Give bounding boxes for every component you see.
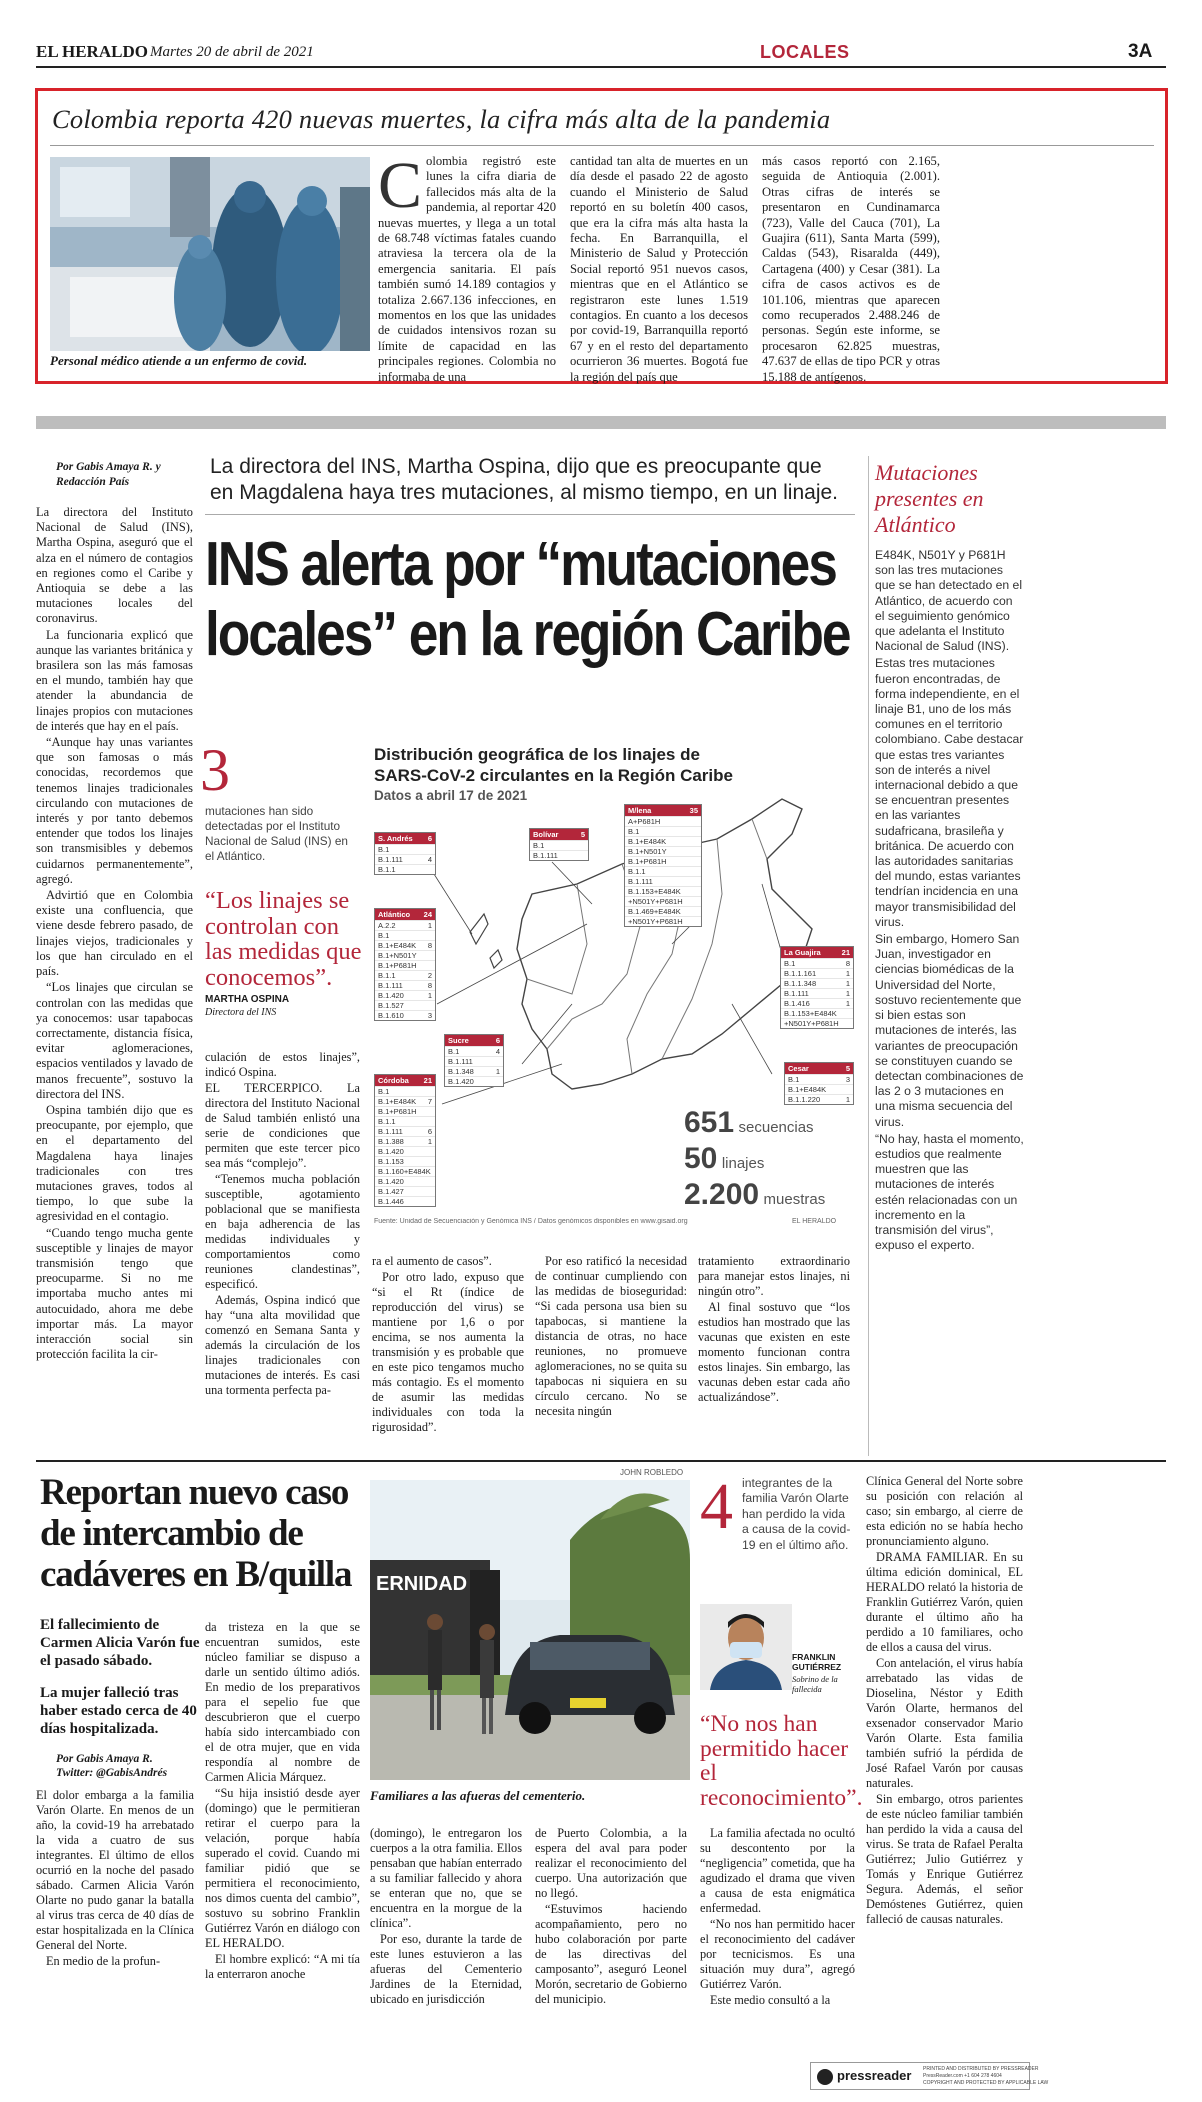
count: 4 (427, 855, 432, 864)
main-headline-text: INS alerta por “mutaciones locales” en la región Caribe (205, 530, 850, 669)
lineage: B.1.420 (378, 1177, 404, 1186)
byline-line1: Por Gabis Amaya R. y (56, 461, 161, 473)
main-bottom-col2 (372, 1254, 524, 1436)
stat-label: linajes (721, 1155, 765, 1172)
stat-value: 651 (684, 1106, 735, 1139)
lineage: B.1+N501Y (378, 951, 417, 960)
main-bottom-col4 (698, 1254, 850, 1406)
masthead-date: Martes 20 de abril de 2021 (150, 44, 314, 60)
dept-total: 24 (423, 910, 432, 919)
lineage: B.1 (784, 959, 796, 968)
lineage: B.1.610 (378, 1011, 404, 1020)
para: Por eso, durante la tarde de este lunes estuvieron a las afueras del Cementerio Jardines de la Eternidad, ubicado en jurisdicción (370, 1932, 522, 2006)
pressreader-logo-icon (817, 2069, 833, 2085)
para: E484K, N501Y y P681H son las tres mutaciones que se han detectado en el Atlántico, de acuerdo con el seguimiento genómico que adelanta el Instituto Nacional de Salud (INS). (875, 548, 1023, 654)
lineage: B.1 (378, 931, 390, 940)
sign-text: ERNIDAD (376, 1573, 468, 1595)
dept-total: 6 (427, 834, 432, 843)
para: Estas tres mutaciones fueron encontradas, de forma independiente, en el linaje B1, uno de los más comunes en el territorio colombiano. Cabe destacar que estas tres variantes son de interés a nivel internacional debido a que se encuentran presentes en las variantes sudafricana, brasileña y británica. De acuerdo con las autoridades sanitarias del mundo, estas variantes tendrían incidencia en una mayor transmisibilidad del virus. (875, 656, 1024, 929)
map-graphic (372, 744, 856, 1232)
bottom-col3 (370, 1826, 522, 2008)
pull-quote: “Los linajes se controlan con las medidas que conocemos”. (205, 887, 362, 991)
sidebar-title: Mutaciones presentes en Atlántico (875, 460, 984, 537)
lineage: B.1 (448, 1047, 460, 1056)
count: 8 (427, 981, 432, 990)
para: Sin embargo, otros parientes de este núcleo familiar también han perdido la vida a causa del virus. Se trata de Rafael Peralta Gutiérrez; Julio Gutiérrez y Tomás y Enrique Gutiérrez Segura. Además, el señor Demóstenes Gutiérrez, quien falleció de causas naturales. (866, 1792, 1023, 1926)
lineage: B.1+P681H (378, 961, 417, 970)
stat-label: secuencias (738, 1119, 814, 1136)
top-story-headline: Colombia reporta 420 nuevas muertes, la cifra más alta de la pandemia (52, 104, 831, 134)
main-mid-column (205, 1050, 360, 1399)
quote-role: Directora del INS (205, 1007, 277, 1018)
dept-box-bolivar (529, 828, 589, 861)
para: EL TERCERPICO. La directora del Instituto Nacional de Salud también enlistó una serie de condiciones que permiten que este tercer pico sea más “complejo”. (205, 1081, 360, 1170)
fine-line: PRINTED AND DISTRIBUTED BY PRESSREADER (923, 2066, 1039, 2072)
stat-text: mutaciones han sido detectadas por el Instituto Nacional de Salud (INS) en el Atlántico. (205, 804, 348, 863)
byline-line1: Por Gabis Amaya R. (56, 1753, 153, 1765)
sidebar-divider (868, 456, 869, 1456)
lineage: +N501Y+P681H (628, 897, 683, 906)
cemetery-photo (370, 1480, 690, 1780)
stat-text-4: integrantes de la familia Varón Olarte han perdido la vida a causa de la covid-19 en el último año. (742, 1476, 851, 1552)
main-bottom-col3 (535, 1254, 687, 1420)
pressreader-footer (810, 2062, 1049, 2090)
lineage: B.1.153+E484K (784, 1009, 837, 1018)
dept-box-cordoba (374, 1074, 436, 1207)
lineage: B.1.153 (378, 1157, 404, 1166)
lineage: B.1.1.348 (784, 979, 817, 988)
para: Por otro lado, expuso que “si el Rt (índice de reproducción del virus) se mantiene por 1,6 o por encima, se nos aumenta la transmisión y es probable que en este pico tengamos mucho más contagio. Es el momento de asumir las medidas individuales con toda la rigurosidad”. (372, 1270, 524, 1434)
count: 1 (495, 1067, 500, 1076)
count: 1 (427, 991, 432, 1000)
bottom-pull-quote: “No nos han permitido hacer el reconocimiento”. (700, 1711, 863, 1811)
count: 1 (845, 979, 850, 988)
lineage: B.1.1 (378, 865, 396, 874)
count: 7 (427, 1097, 432, 1106)
lineage: B.1.469+E484K (628, 907, 681, 916)
lineage: B.1.111 (628, 877, 653, 886)
count: 1 (845, 969, 850, 978)
para: “No hay, hasta el momento, estudios que realmente muestren que las mutaciones de interés estén relacionadas con un incremento en la transmisión del virus”, expuso el experto. (875, 1131, 1024, 1253)
dept-total: 35 (689, 806, 698, 815)
masthead-paper: EL HERALDO (36, 42, 148, 61)
lineage: B.1.1 (378, 1117, 396, 1126)
top-story-col1 (378, 149, 556, 385)
dept-box-magdalena (624, 804, 702, 927)
lineage: A+P681H (628, 817, 661, 826)
lineage: +N501Y+P681H (628, 917, 683, 926)
dept-box-atlantico (374, 908, 436, 1021)
para: “Su hija insistió desde ayer (domingo) que le permitieran retirar el cuerpo para la velación, porque había superado el covid. Cuando mi familiar pidió que se permitiera el reconocimiento, nos dimos cuenta del cambio”, sostuvo su sobrino Franklin Gutiérrez Varón en diálogo con EL HERALDO. (205, 1786, 360, 1950)
para: Advirtió que en Colombia existe una confluencia, que viene desde febrero pasado, de linajes viejos, tradicionales y los que han circulado en el país. (36, 888, 193, 979)
dept-total: 6 (495, 1036, 500, 1045)
byline-line2: Twitter: @GabisAndrés (56, 1767, 168, 1779)
lineage: B.1.446 (378, 1197, 404, 1206)
para: El dolor embarga a la familia Varón Olarte. En menos de un año, la covid-19 ha arrebatado la vida a cuatro de sus integrantes. El último de ellos ocurrió en la noche del pasado sábado. Carmen Alicia Varón Olarte no pudo ganar la batalla al virus tras cerca de 40 días de estar hospitalizada en la Clínica General del Norte. (36, 1788, 194, 1952)
para: La familia afectada no ocultó su descontento por la “negligencia” cometida, que ha agudizado el drama que viven a causa de esta enigmática enfermedad. (700, 1826, 855, 1915)
count: 4 (495, 1047, 500, 1056)
dept-box-la-guajira (780, 946, 854, 1029)
para: La funcionaria explicó que aunque las variantes británica y brasilera son las más famosas en el mundo, también hay que atender la abundancia de linajes propios con mutaciones de interés que hay en el país. (36, 627, 193, 733)
lineage: B.1.1.161 (784, 969, 817, 978)
sidebar-body (875, 548, 1025, 1255)
para: “Tenemos mucha población susceptible, agotamiento poblacional que se manifiesta en baja adherencia de las medidas individuales y comportamientos como reuniones clandestinas”, especificó. (205, 1172, 360, 1291)
lineage: A.2.2 (378, 921, 396, 930)
count: 8 (427, 941, 432, 950)
bottom-story-rule (36, 1460, 1166, 1462)
para: Al final sostuvo que “los estudios han mostrado que las vacunas que existen en este momento funcionan contra estos linajes. Sin embargo, las vacunas deben estar cada año actualizándose”. (698, 1300, 850, 1404)
dept-total: 21 (841, 948, 850, 957)
para: Clínica General del Norte sobre su posición con relación al caso; sin embargo, al cierre de esta edición no se había hecho pronunciamiento alguno. (866, 1474, 1023, 1548)
stat-value: 2.200 (684, 1178, 760, 1211)
lineage: B.1.416 (784, 999, 810, 1008)
lineage: B.1.111 (378, 855, 403, 864)
lineage: B.1+E484K (628, 837, 667, 846)
bottom-deck2: La mujer falleció tras haber estado cerca de 40 días hospitalizada. (40, 1685, 197, 1737)
lineage: B.1.420 (448, 1077, 474, 1086)
lineage: B.1 (378, 1087, 390, 1096)
count: 8 (845, 959, 850, 968)
dept-box-sucre (444, 1034, 504, 1087)
bottom-col6 (866, 1474, 1023, 1928)
para: culación de estos linajes”, indicó Ospina. (205, 1050, 360, 1079)
para: “Cuando tengo mucha gente susceptible y linajes de mayor transmisión tengo que preocuparme. Si no me importaba mucho antes mi autocuidado, ahora me debe importar más. La mayor interacción social sin protección facilita la cir- (36, 1225, 193, 1362)
dept-total: 21 (423, 1076, 432, 1085)
para: Sin embargo, Homero San Juan, investigador en ciencias biomédicas de la Universidad del Norte, sostuvo recientemente que si bien estas son mutaciones de interés, las variantes de preocupación se constituyen cuando se detectan combinaciones de las 2 o 3 mutaciones en una misma secuencia del virus. (875, 932, 1024, 1129)
top-story-col2: cantidad tan alta de muertes en un día desde el pasado 22 de agosto cuando el Ministerio de Salud reportó en su boletín 400 casos, que era la cifra más alta hasta la fecha. En Barranquilla, el Ministerio de Salud y Protección Social reportó 951 nuevos casos, mientras que en el Atlántico se registraron este lunes 1.519 contagios. En cuanto a los decesos por covid-19, Barranquilla reportó 67 y en el resto del departamento ocurrieron 36 muertes. Bogotá fue la región del país que (570, 154, 748, 384)
pressreader-fine (923, 2066, 1048, 2087)
dept-name: S. Andrés (378, 834, 413, 843)
count: 1 (427, 921, 432, 930)
stat-linajes (684, 1142, 764, 1176)
count: 2 (427, 971, 432, 980)
main-byline (56, 460, 186, 490)
lineage: B.1.111 (533, 851, 558, 860)
lineage: B.1.348 (448, 1067, 474, 1076)
portrait-role: Sobrino de la fallecida (792, 1674, 838, 1694)
section-divider-bar (36, 416, 1166, 429)
para: En medio de la profun- (46, 1954, 161, 1968)
stat-secuencias (684, 1106, 814, 1140)
lineage: B.1.420 (378, 1147, 404, 1156)
quote-name: MARTHA OSPINA (205, 994, 290, 1005)
stat-value: 50 (684, 1142, 718, 1175)
lineage: B.1+E484K (378, 1097, 417, 1106)
para: Además, Ospina indicó que hay “una alta movilidad que comenzó en Semana Santa y además la circulación de los linajes tradicionales con mutaciones de interés. Es casi una tormenta perfecta pa- (205, 1293, 360, 1397)
bottom-caption: Familiares a las afueras del cementerio. (370, 1788, 586, 1803)
para: La directora del Instituto Nacional de Salud (INS), Martha Ospina, aseguró que el alza en el número de contagios en regiones como el Caribe y Antioquia se debe a las mutaciones locales del coronavirus. (36, 505, 193, 626)
bottom-col2 (205, 1620, 360, 1983)
map-title-line2: SARS-CoV-2 circulantes en la Región Caribe (374, 766, 733, 785)
photo-credit: JOHN ROBLEDO (620, 1468, 684, 1477)
top-story-rule (50, 145, 1154, 146)
pressreader-brand: pressreader (837, 2068, 912, 2083)
lineage: B.1.111 (784, 989, 809, 998)
map-title-line1: Distribución geográfica de los linajes de (374, 745, 700, 764)
para: (domingo), le entregaron los cuerpos a la otra familia. Ellos pensaban que habían enterrado a su familiar fallecido y ahora se enteran que no, que se encuentra en la morgue de la clínica”. (370, 1826, 522, 1930)
header-rule (36, 66, 1166, 68)
para: ra el aumento de casos”. (372, 1254, 492, 1268)
lineage: B.1.427 (378, 1187, 404, 1196)
count: 6 (427, 1127, 432, 1136)
para: de Puerto Colombia, a la espera del aval para poder realizar el reconocimiento del cuerpo. Una autorización que no llegó. (535, 1826, 687, 1900)
bottom-col5 (700, 1826, 855, 2009)
count: 1 (845, 989, 850, 998)
dept-name: Sucre (448, 1036, 469, 1045)
count: 1 (845, 1095, 850, 1104)
lineage: B.1 (628, 827, 640, 836)
bottom-headline-text: Reportan nuevo caso de intercambio de cadáveres en B/quilla (40, 1472, 352, 1595)
count: 3 (427, 1011, 432, 1020)
portrait-name: FRANKLIN GUTIÉRREZ (792, 1652, 842, 1672)
lineage: B.1 (788, 1075, 800, 1084)
para: da tristeza en la que se encuentran sumidos, este núcleo familiar se dispuso a darle un sentido último adiós. En medio de los preparativos para el sepelio fue que descubrieron que el cuerpo había sido intercambiado con el de otra mujer, que en vida respondía al nombre de Carmen Alicia Márquez. (205, 1620, 360, 1784)
lineage: B.1.153+E484K (628, 887, 681, 896)
para: tratamiento extraordinario para manejar estos linajes, ni ningún otro”. (698, 1254, 850, 1298)
dept-name: La Guajira (784, 948, 821, 957)
lineage: B.1.111 (378, 981, 403, 990)
para: “Aunque hay unas variantes que son famosas o más conocidas, recordemos que tenemos linajes tradicionales circulando con mutaciones de interés y por tanto debemos entender que todos los linajes son transmisibles y debemos cuidarnos permanentemente”, agregó. (36, 735, 193, 886)
map-source: Fuente: Unidad de Secuenciación y Genómica INS / Datos genómicos disponibles en www.gisaid.org (374, 1218, 688, 1225)
lineage: B.1.388 (378, 1137, 404, 1146)
dept-box-san-andres (374, 832, 436, 875)
page-number: 3A (1128, 41, 1153, 62)
para: “Los linajes que circulan se controlan con las medidas que ya conocemos: usar tapabocas correctamente, distancia física, evitar aglomeraciones, espacios ventilados y lavado de manos frecuente”, sostuvo la directora del INS. (36, 980, 193, 1101)
count: 1 (845, 999, 850, 1008)
map-credit: EL HERALDO (792, 1218, 837, 1225)
count: 3 (845, 1075, 850, 1084)
stat-label: muestras (763, 1191, 826, 1208)
main-kicker: La directora del INS, Martha Ospina, dijo que es preocupante que en Magdalena haya tres mutaciones, al mismo tiempo, en un linaje. (210, 455, 839, 504)
lineage: B.1.1.220 (788, 1095, 821, 1104)
main-headline (205, 530, 850, 670)
dept-name: Córdoba (378, 1076, 409, 1085)
bottom-headline (40, 1472, 370, 1595)
top-story-text1: olombia registró este lunes la cifra diaria de fallecidos más alta de la pandemia, al reportar 420 nuevas muertes, y llega a un total de 68.748 víctimas fatales cuando atraviesa la tercera ola de la emergencia sanitaria. El país también sumó 14.189 contagios y totaliza 2.667.136 infecciones, en momentos en los que las unidades de cuidados intensivos rozan su límite de capacidad en las principales regiones. Colombia no informaba de una (378, 154, 556, 384)
section-label: LOCALES (760, 42, 850, 62)
stat-number-4: 4 (700, 1470, 733, 1543)
para: Con antelación, el virus había arrebatado las vidas de Dioselina, Néstor y Edith Varón Olarte, hermanos del exsenador conservador Mario Varón Olarte. Esta familia también sufrió la pérdida de José Rafael Varón por causas naturales. (866, 1656, 1023, 1790)
stat-muestras (684, 1178, 825, 1212)
top-story-col3: más casos reportó con 2.165, seguida de Antioquia (2.001). Otras cifras de interés se presentaron en Cundinamarca (723), Valle del Cauca (701), La Guajira (611), Santa Marta (599), Caldas (543), Risaralda (449), Cartagena (400) y Cesar (381). La cifra de casos activos es de 101.106, mientras que aparecen como recuperados 2.488.246 de personas. Según este informe, se procesaron 62.825 muestras, 47.637 de ellas de tipo PCR y otras 15.188 de antígenos. (762, 154, 940, 384)
para: Este medio consultó a la (710, 1993, 831, 2007)
bottom-col1 (36, 1788, 194, 1970)
bottom-deck1: El fallecimiento de Carmen Alicia Varón fue el pasado sábado. (40, 1617, 200, 1669)
lineage: B.1.1 (378, 971, 396, 980)
para: DRAMA FAMILIAR. En su última edición dominical, EL HERALDO relató la historia de Franklin Gutiérrez Varón, quien durante el último año ha perdido a 10 familiares, ocho de ellos a causa del virus. (866, 1550, 1023, 1654)
lineage: B.1.527 (378, 1001, 404, 1010)
para: “No nos han permitido hacer el reconocimiento del cadáver por tecnicismos. Es una situación muy dura”, agregó Gutiérrez Varón. (700, 1917, 855, 1991)
stat-number: 3 (200, 737, 230, 803)
dept-total: 5 (845, 1064, 850, 1073)
kicker-rule (205, 514, 855, 515)
lineage: B.1 (378, 845, 390, 854)
map-date: Datos a abril 17 de 2021 (374, 788, 528, 803)
dept-name: M/lena (628, 806, 652, 815)
dept-box-cesar (784, 1062, 854, 1105)
dept-total: 5 (580, 830, 585, 839)
byline-line2: Redacción País (56, 476, 130, 488)
lineage: B.1+E484K (788, 1085, 827, 1094)
lineage: B.1.111 (378, 1127, 403, 1136)
lineage: B.1.420 (378, 991, 404, 1000)
para: Ospina también dijo que es preocupante, por ejemplo, que en el departamento del Magdalena haya linajes tradicionales con tres mutaciones graves, todos al tiempo, lo que sube la agresividad en el contagio. (36, 1102, 193, 1224)
dept-name: Cesar (788, 1064, 809, 1073)
dept-name: Atlántico (378, 910, 411, 919)
lineage: B.1+E484K (378, 941, 417, 950)
lineage: B.1+P681H (628, 857, 667, 866)
lineage: B.1.1 (628, 867, 646, 876)
main-left-column (36, 505, 193, 1363)
hospital-photo (50, 157, 370, 351)
lineage: B.1+N501Y (628, 847, 667, 856)
dept-name: Bolívar (533, 830, 559, 839)
para: El hombre explicó: “A mi tía la enterraron anoche (205, 1952, 360, 1981)
top-story-caption: Personal médico atiende a un enfermo de covid. (50, 353, 308, 368)
count: 1 (427, 1137, 432, 1146)
fine-line: COPYRIGHT AND PROTECTED BY APPLICABLE LAW (923, 2080, 1049, 2086)
lineage: +N501Y+P681H (784, 1019, 839, 1028)
lineage: B.1 (533, 841, 545, 850)
dropcap: C (378, 149, 423, 222)
bottom-col4 (535, 1826, 687, 2008)
lineage: B.1.111 (448, 1057, 473, 1066)
fine-line: PressReader.com +1 604 278 4604 (923, 2073, 1002, 2079)
para: “Estuvimos haciendo acompañamiento, pero no hubo colaboración por parte de las directivas del camposanto”, aseguró Leonel Morón, secretario de Gobierno del municipio. (535, 1902, 687, 2006)
bottom-byline (56, 1752, 206, 1780)
portrait-photo (700, 1604, 792, 1690)
lineage: B.1+P681H (378, 1107, 417, 1116)
lineage: B.1.160+E484K (378, 1167, 431, 1176)
para: Por eso ratificó la necesidad de continuar cumpliendo con las medidas de bioseguridad: “Si cada persona usa bien su tapabocas, si mantiene la distancia de otras, no hace reuniones, no promueve aglomeraciones, no se quita su tapabocas ni siquiera en su círculo cercano. No se necesita ningún (535, 1254, 687, 1418)
